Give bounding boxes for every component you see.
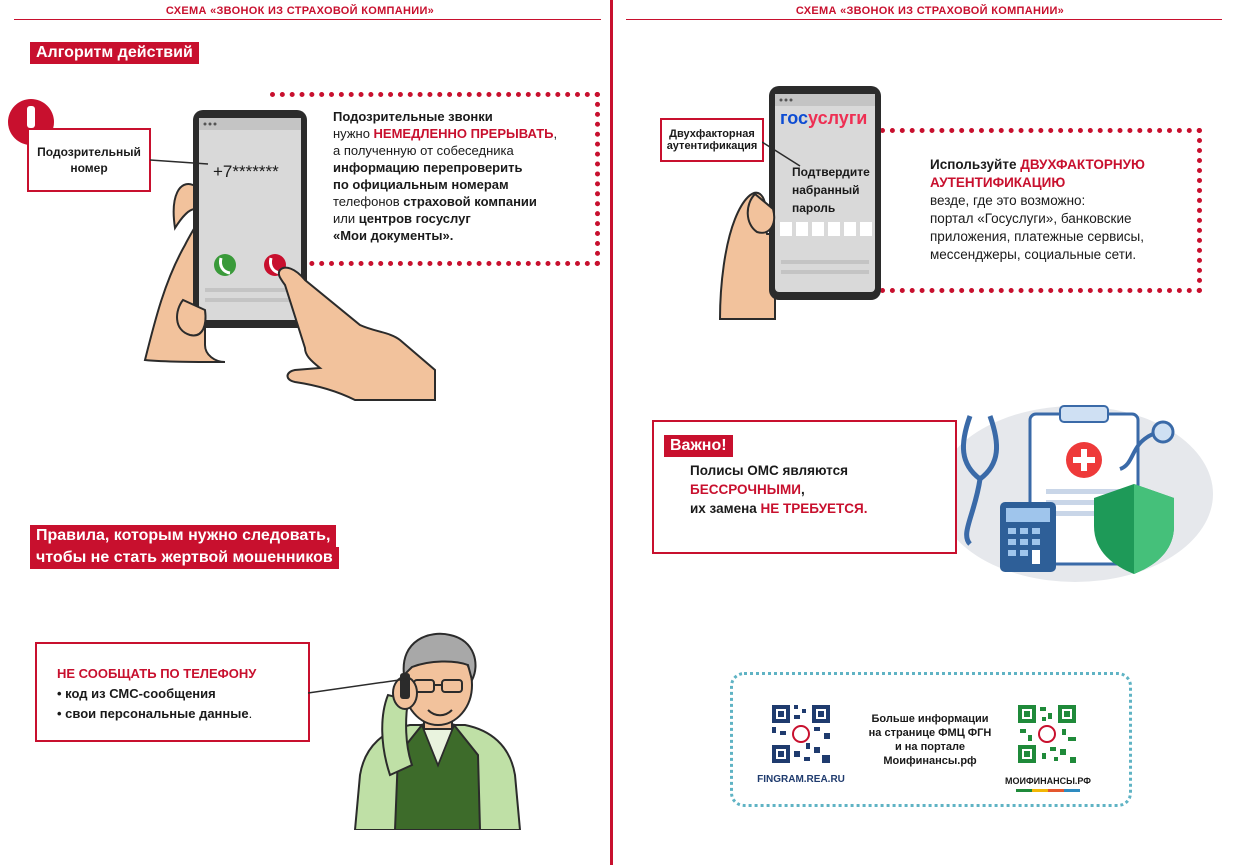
rules-tag-line2: чтобы не стать жертвой мошенников: [30, 547, 339, 569]
info-text: [855, 712, 1005, 768]
qr-code-moifinansy[interactable]: [1016, 703, 1078, 765]
algorithm-text-line4: информацию перепроверить: [333, 160, 523, 175]
twofactor-text-line1: Используйте ДВУХФАКТОРНУЮ: [930, 157, 1145, 172]
twofactor-text-line2: АУТЕНТИФИКАЦИЮ: [930, 175, 1066, 190]
suspicious-number-callout: [27, 128, 151, 192]
phone-confirm-text: Подтвердите набранный пароль: [792, 165, 870, 215]
twofactor-callout-line2: аутентификация: [666, 140, 758, 152]
twofactor-text-line4: портал «Госуслуги», банковские: [930, 211, 1132, 226]
algorithm-text-line3: а полученную от собеседника: [333, 143, 514, 158]
callout-label-line1: Подозрительный: [37, 145, 141, 159]
twofactor-callout-line1: Двухфакторная: [669, 128, 755, 140]
algorithm-text-line1: Подозрительные звонки: [333, 109, 493, 124]
algorithm-text-line5: по официальным номерам: [333, 177, 509, 192]
algorithm-tag: Алгоритм действий: [30, 42, 199, 64]
moifinansy-color-bar: [1016, 789, 1080, 792]
algorithm-text-line7: или центров госуслуг: [333, 211, 471, 226]
twofactor-callout: [660, 118, 764, 162]
medical-insurance-illustration: [930, 394, 1215, 584]
algorithm-text-line8: «Мои документы».: [333, 228, 454, 243]
info-text-line4: Моифинансы.рф: [883, 755, 977, 767]
important-tag: Важно!: [664, 435, 733, 457]
rules-item-sms-code: • код из СМС-сообщения: [57, 686, 216, 701]
right-header-title: СХЕМА «ЗВОНОК ИЗ СТРАХОВОЙ КОМПАНИИ»: [795, 5, 1065, 17]
twofactor-text-line6: мессенджеры, социальные сети.: [930, 247, 1137, 262]
important-text-line2: БЕССРОЧНЫМИ,: [690, 482, 805, 497]
twofactor-text-line3: везде, где это возможно:: [930, 193, 1086, 208]
left-header-line: [14, 19, 601, 20]
rules-tag: [30, 525, 339, 569]
important-text: [690, 461, 940, 518]
phone-number-display: +7*******: [213, 162, 279, 181]
twofactor-text: [930, 156, 1190, 264]
pointing-hand: [279, 268, 435, 400]
fingram-caption: FINGRAM.REA.RU: [757, 774, 845, 785]
important-text-line3: их замена НЕ ТРЕБУЕТСЯ.: [690, 501, 868, 516]
info-text-line3: и на портале: [894, 741, 966, 753]
rules-box: [35, 642, 310, 742]
moifinansy-caption: МОИФИНАНСЫ.РФ: [1005, 776, 1091, 786]
algorithm-text-line6: телефонов страховой компании: [333, 194, 537, 209]
gosuslugi-logo: госуслуги: [780, 108, 868, 128]
important-text-line1: Полисы ОМС являются: [690, 463, 848, 478]
qr-code-fingram[interactable]: [770, 703, 832, 765]
man-on-phone-illustration: [350, 625, 525, 830]
right-header-line: [626, 19, 1222, 20]
callout-pointer: [150, 150, 210, 170]
info-text-line2: на странице ФМЦ ФГН: [868, 727, 992, 739]
algorithm-text: [333, 108, 595, 244]
rules-box-title: НЕ СООБЩАТЬ ПО ТЕЛЕФОНУ: [57, 666, 257, 681]
password-input-boxes[interactable]: [780, 222, 876, 241]
rules-pointer: [308, 675, 408, 695]
left-header-title: СХЕМА «ЗВОНОК ИЗ СТРАХОВОЙ КОМПАНИИ»: [165, 5, 435, 17]
algorithm-text-line2: нужно НЕМЕДЛЕННО ПРЕРЫВАТЬ,: [333, 126, 558, 141]
rules-item-personal-data: • свои персональные данные.: [57, 706, 253, 721]
info-text-line1: Больше информации: [871, 713, 989, 725]
twofactor-text-line5: приложения, платежные сервисы,: [930, 229, 1145, 244]
rules-tag-line1: Правила, которым нужно следовать,: [30, 525, 336, 547]
page-divider: [610, 0, 613, 865]
callout-label-line2: номер: [70, 161, 108, 175]
